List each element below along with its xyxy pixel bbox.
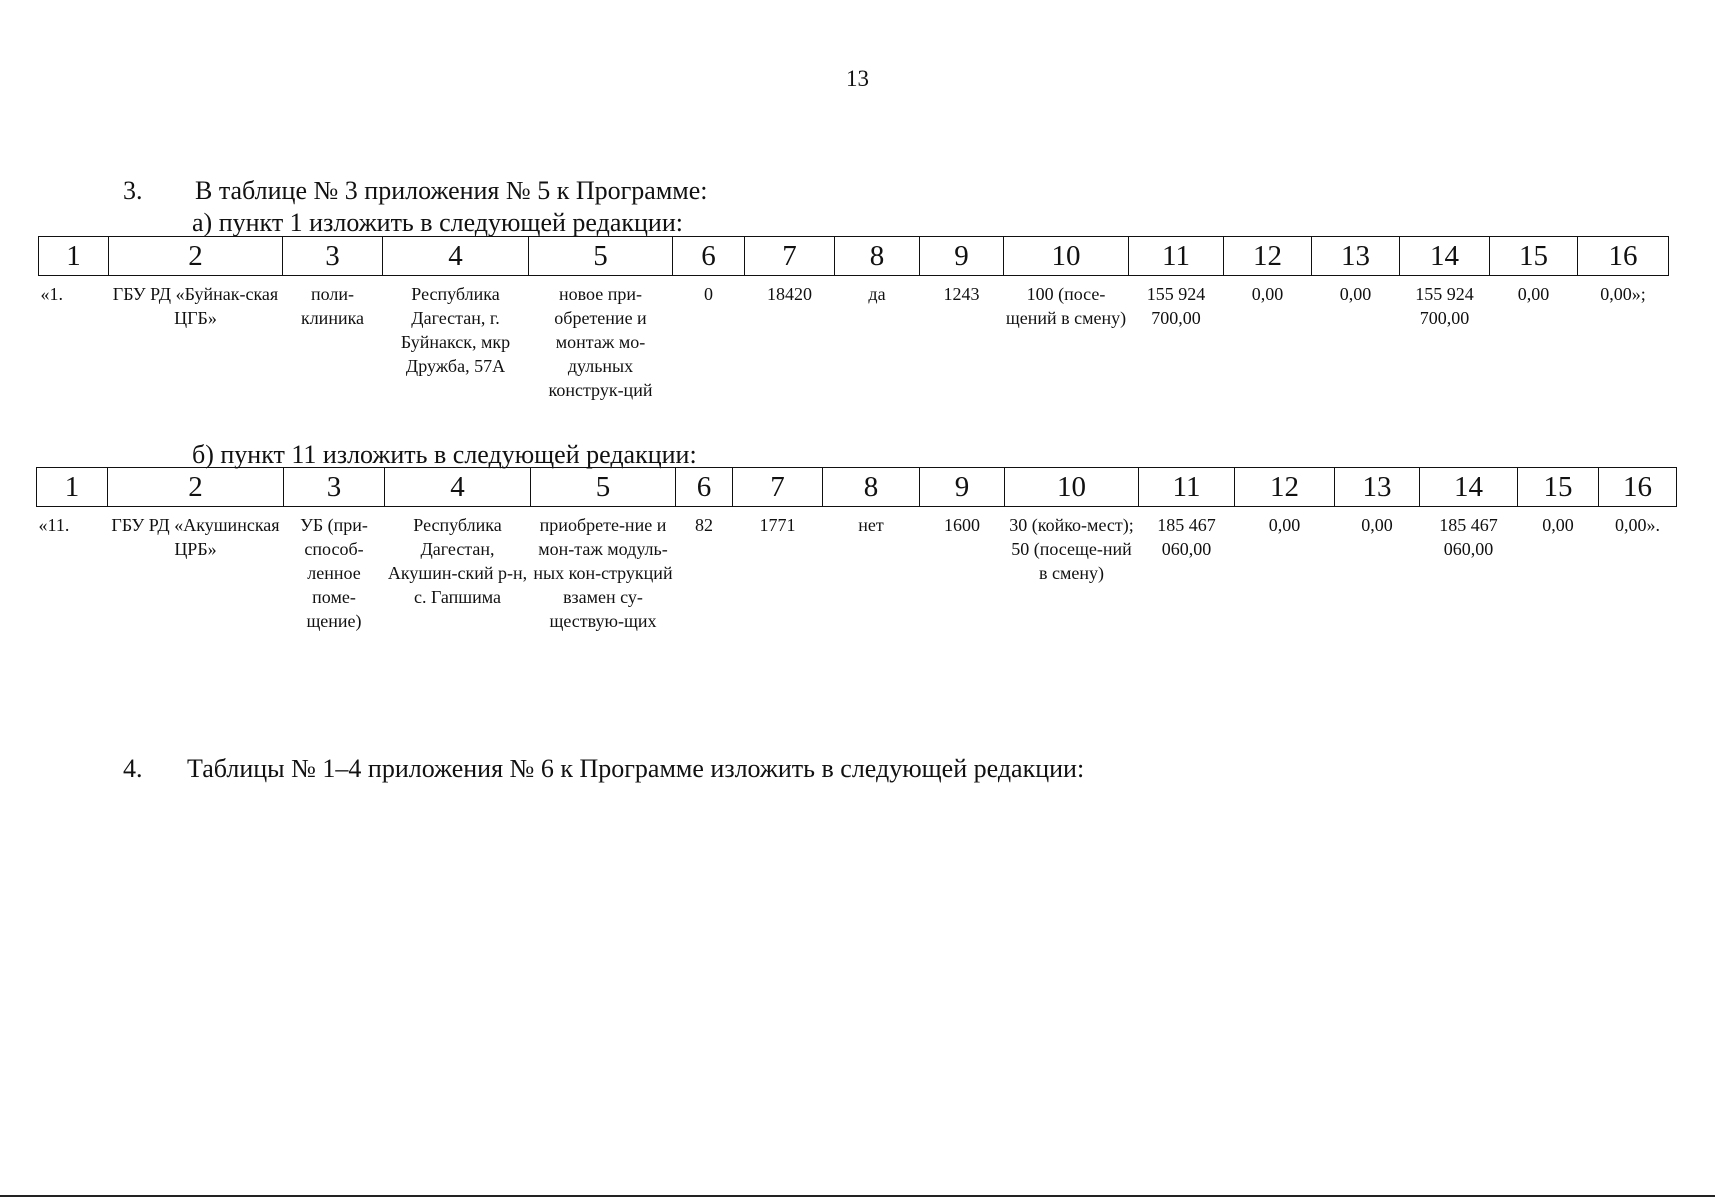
work-type-cell: новое при-обретение и монтаж мо-дульных конструк-ций [548,284,653,400]
header-cell: 6 [673,237,745,276]
header-cell: 6 [676,468,733,507]
table-row [39,276,1669,404]
scan-bottom-edge [0,1195,1715,1197]
header-cell: 13 [1312,237,1400,276]
cell-col-13: 0,00 [1361,515,1393,535]
table-row [37,507,1677,635]
cell-col-12: 0,00 [1268,515,1301,535]
section-3-heading [123,176,707,206]
header-cell: 9 [920,468,1005,507]
cell-col-6: 82 [695,515,713,535]
header-cell: 3 [284,468,385,507]
header-cell: 10 [1004,237,1129,276]
header-cell: 14 [1420,468,1518,507]
table-header-row [37,468,1677,507]
cell-col-9: 1600 [944,515,980,535]
cell-col-8: нет [858,515,884,535]
header-cell: 2 [109,237,283,276]
header-cell: 13 [1335,468,1420,507]
cell-col-15: 0,00 [1517,284,1550,304]
header-cell: 7 [733,468,823,507]
cell-col-16: 0,00». [1615,515,1660,535]
capacity-cell: 100 (посе-щений в смену) [1005,284,1127,328]
row-number-cell: «1. [40,284,63,304]
section-3-text: В таблице № 3 приложения № 5 к Программе: [195,176,708,205]
header-cell: 12 [1235,468,1335,507]
work-type-cell: приобрете-ние и мон-таж модуль-ных кон-струкций взамен су-ществую-щих [533,515,673,631]
address-cell: Республика Дагестан, Акушин-ский р-н, с. Гапшима [387,515,528,607]
cell-col-7: 18420 [767,284,812,304]
cell-col-13: 0,00 [1339,284,1372,304]
header-cell: 14 [1400,237,1490,276]
cell-col-16: 0,00»; [1600,284,1646,304]
header-cell: 15 [1518,468,1599,507]
institution-cell: ГБУ РД «Буйнак-ская ЦГБ» [112,284,279,328]
institution-cell: ГБУ РД «Акушинская ЦРБ» [111,515,280,559]
subitem-b-heading: б) пункт 11 изложить в следующей редакции: [192,440,697,469]
header-cell: 7 [745,237,835,276]
header-cell: 5 [529,237,673,276]
amount-cell: 185 467 060,00 [1439,515,1498,559]
header-cell: 3 [283,237,383,276]
facility-type-cell: поли-клиника [300,284,365,328]
header-cell: 10 [1005,468,1139,507]
header-cell: 16 [1578,237,1669,276]
page-number: 13 [846,66,869,91]
header-cell: 11 [1139,468,1235,507]
cell-col-6: 0 [704,284,713,304]
header-cell: 2 [108,468,284,507]
subitem-a-heading: а) пункт 1 изложить в следующей редакции: [192,208,683,237]
capacity-cell: 30 (койко-мест); 50 (посеще-ний в смену) [1009,515,1134,583]
header-cell: 8 [823,468,920,507]
header-cell: 4 [383,237,529,276]
header-cell: 1 [37,468,108,507]
cell-col-7: 1771 [759,515,796,535]
header-cell: 4 [385,468,531,507]
amount-cell: 155 924 700,00 [1415,284,1474,328]
row-number-cell: «11. [38,515,70,535]
header-cell: 12 [1224,237,1312,276]
header-cell: 9 [920,237,1004,276]
facility-type-cell: УБ (при-способ-ленное поме-щение) [300,515,368,631]
cell-col-12: 0,00 [1251,284,1284,304]
amount-cell: 155 924 700,00 [1146,284,1206,328]
cell-col-9: 1243 [943,284,980,304]
header-cell: 16 [1599,468,1677,507]
section-3-number: 3. [123,176,143,205]
address-cell: Республика Дагестан, г. Буйнакск, мкр Дружба, 57А [400,284,511,376]
header-cell: 5 [531,468,676,507]
cell-col-8: да [868,284,886,304]
header-cell: 11 [1129,237,1224,276]
table-item-1 [38,236,1669,403]
section-4-heading [123,754,1084,784]
cell-col-15: 0,00 [1542,515,1574,535]
table-header-row [39,237,1669,276]
header-cell: 1 [39,237,109,276]
header-cell: 15 [1490,237,1578,276]
table-item-11 [36,467,1677,634]
header-cell: 8 [835,237,920,276]
section-4-number: 4. [123,754,143,783]
section-4-text: Таблицы № 1–4 приложения № 6 к Программе изложить в следующей редакции: [187,754,1085,783]
amount-cell: 185 467 060,00 [1157,515,1216,559]
